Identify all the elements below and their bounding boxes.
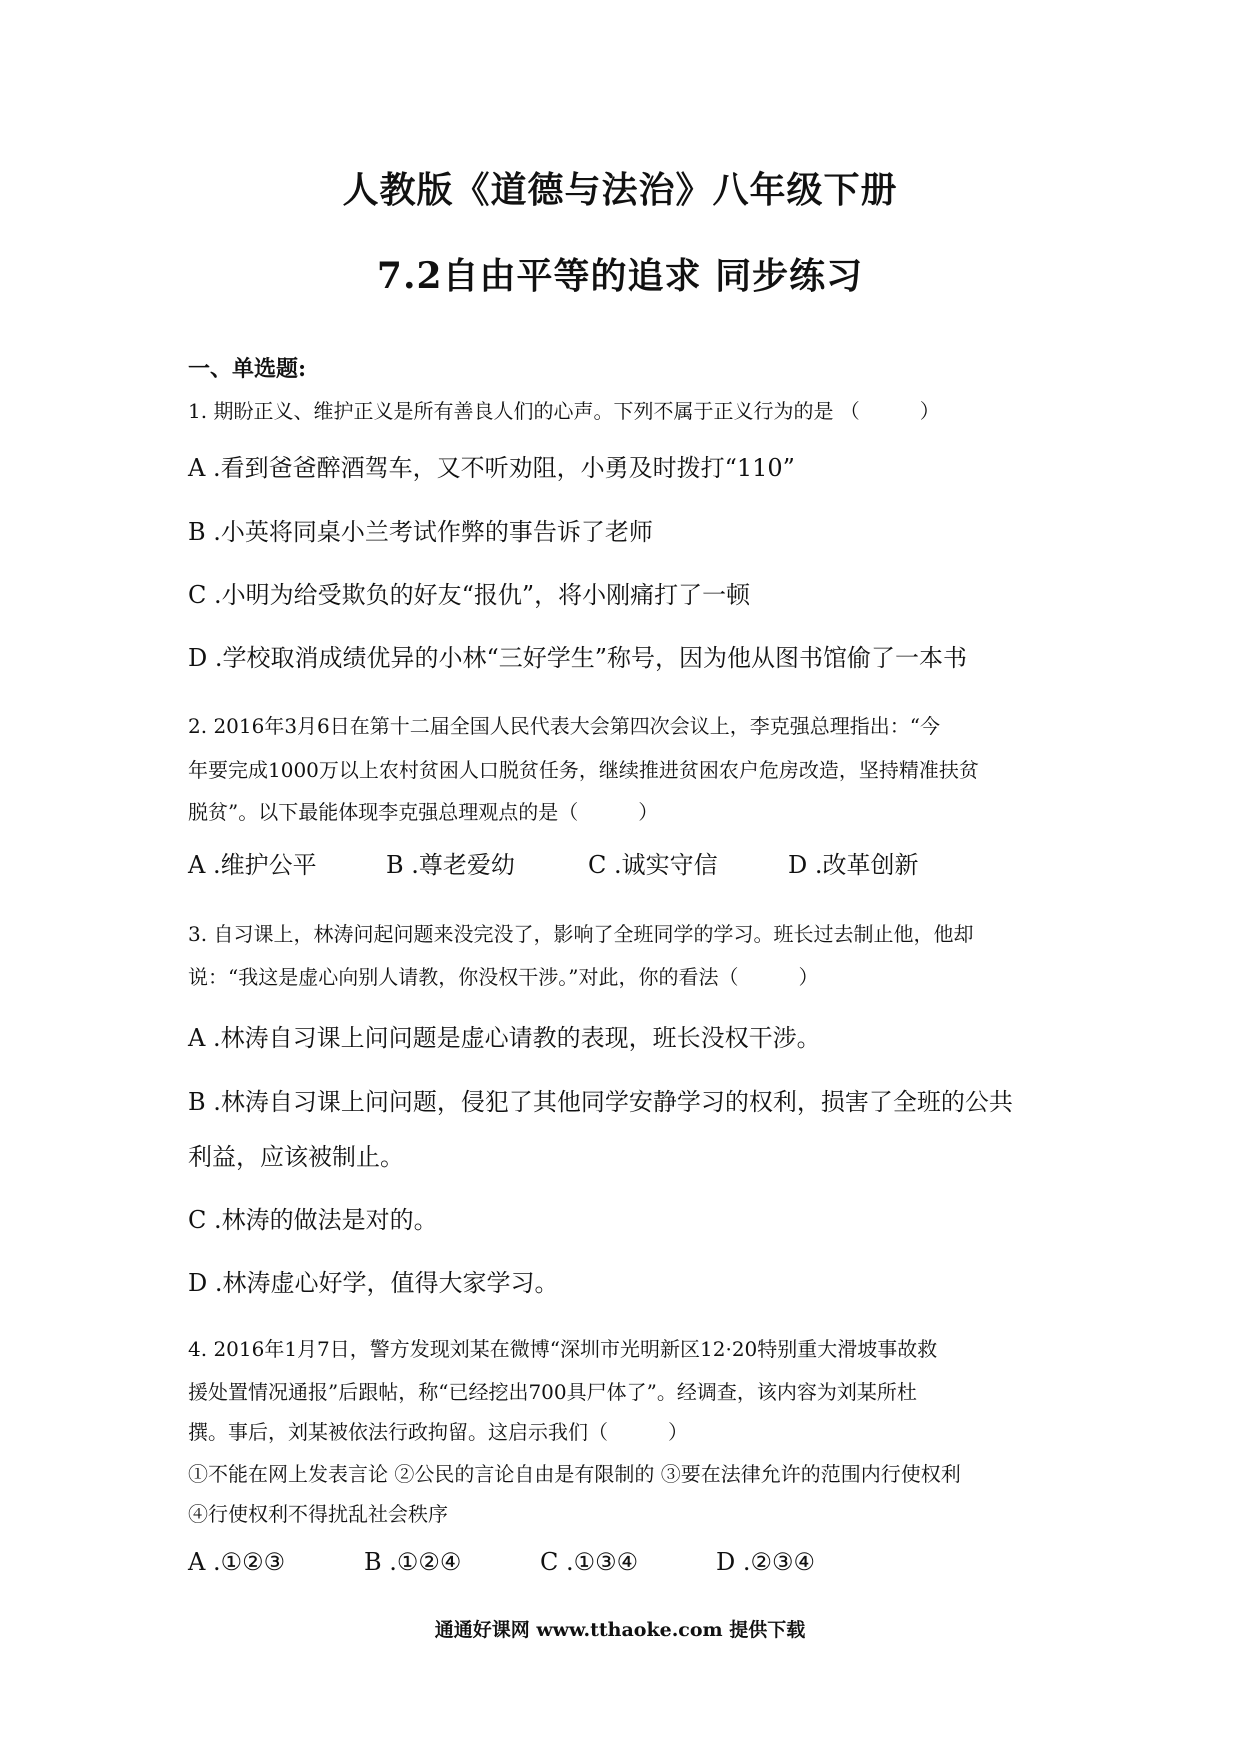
question-3-stem-line2: 说：“我这是虚心向别人请教，你没权干涉。”对此，你的看法（ ） — [188, 965, 819, 989]
footer-download-notice: 通通好课网 www.tthaoke.com 提供下载 — [434, 1619, 806, 1641]
question-4-items-line2: ④行使权利不得扰乱社会秩序 — [188, 1502, 448, 1526]
question-2-option-a: A .维护公平 — [188, 851, 317, 879]
question-4-option-d: D .②③④ — [716, 1548, 816, 1576]
question-2-options — [188, 845, 919, 880]
question-1-option-b: B .小英将同桌小兰考试作弊的事告诉了老师 — [188, 518, 653, 546]
question-4-options — [188, 1548, 815, 1576]
question-2-stem-line2: 年要完成1000万以上农村贫困人口脱贫任务，继续推进贫困农户危房改造，坚持精准扶贫 — [188, 758, 979, 782]
question-1-option-d: D .学校取消成绩优异的小林“三好学生”称号，因为他从图书馆偷了一本书 — [188, 644, 968, 672]
question-4-stem-line1: 4. 2016年1月7日，警方发现刘某在微博“深圳市光明新区12·20特别重大滑坡事故救 — [188, 1337, 938, 1361]
question-1-option-a: A .看到爸爸醉酒驾车，又不听劝阻，小勇及时拨打“110” — [188, 454, 795, 482]
question-4-stem-line2: 援处置情况通报”后跟帖，称“已经挖出700具尸体了”。经调查，该内容为刘某所杜 — [188, 1380, 917, 1404]
question-3-stem-line1: 3. 自习课上，林涛问起问题来没完没了，影响了全班同学的学习。班长过去制止他，他却 — [188, 922, 974, 946]
question-4-option-b: B .①②④ — [364, 1548, 462, 1576]
question-1-option-c: C .小明为给受欺负的好友“报仇”，将小刚痛打了一顿 — [188, 581, 751, 609]
question-3-option-b-line2: 利益，应该被制止。 — [188, 1143, 404, 1171]
question-2-option-d: D .改革创新 — [788, 851, 919, 879]
document-subtitle: 7.2自由平等的追求 同步练习 — [376, 255, 864, 297]
question-2-option-b: B .尊老爱幼 — [386, 851, 515, 879]
document-title: 人教版《道德与法治》八年级下册 — [342, 169, 898, 211]
question-4-option-a: A .①②③ — [188, 1548, 286, 1576]
question-3-option-d: D .林涛虚心好学，值得大家学习。 — [188, 1269, 559, 1297]
question-4-stem-line3: 撰。事后，刘某被依法行政拘留。这启示我们（ ） — [188, 1420, 688, 1444]
question-2-stem-line3: 脱贫”。以下最能体现李克强总理观点的是（ ） — [188, 800, 659, 824]
question-4-items-line1: ①不能在网上发表言论 ②公民的言论自由是有限制的 ③要在法律允许的范围内行使权利 — [188, 1462, 961, 1486]
question-3-option-b-line1: B .林涛自习课上问问题，侵犯了其他同学安静学习的权利，损害了全班的公共 — [188, 1088, 1013, 1116]
question-3-option-c: C .林涛的做法是对的。 — [188, 1206, 438, 1234]
question-2-stem-line1: 2. 2016年3月6日在第十二届全国人民代表大会第四次会议上，李克强总理指出：“今 — [188, 714, 941, 738]
question-2-option-c: C .诚实守信 — [588, 851, 718, 879]
question-1-stem: 1. 期盼正义、维护正义是所有善良人们的心声。下列不属于正义行为的是 （ ） — [188, 399, 940, 423]
question-4-option-c: C .①③④ — [540, 1548, 639, 1576]
section-heading: 一、单选题: — [188, 356, 307, 382]
question-3-option-a: A .林涛自习课上问问题是虚心请教的表现，班长没权干涉。 — [188, 1024, 821, 1052]
